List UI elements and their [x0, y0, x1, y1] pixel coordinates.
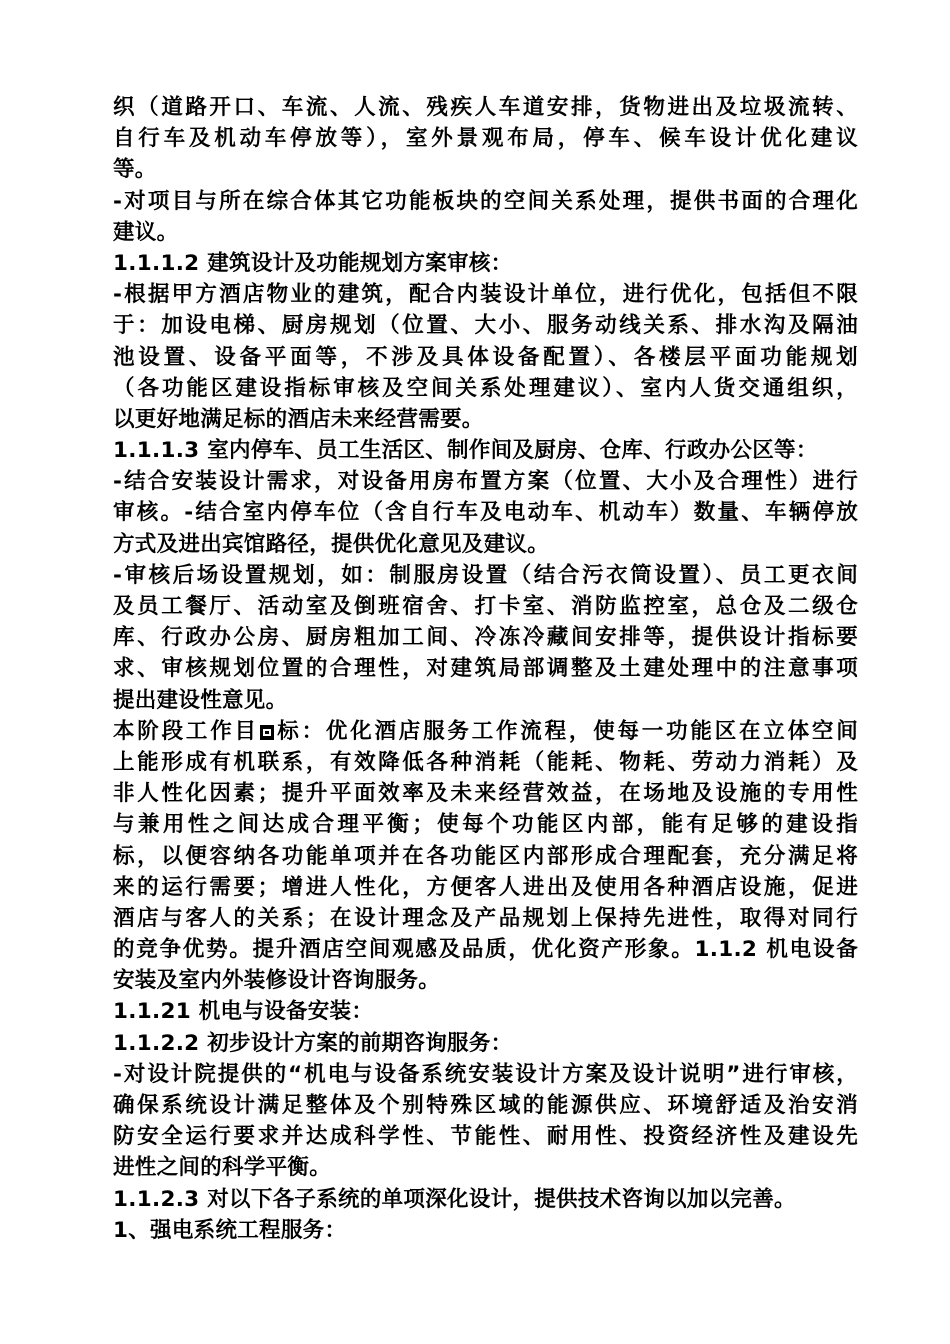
- text-line: 方式及进出宾馆路径，提供优化意见及建议。: [113, 531, 550, 557]
- text-line: 上能形成有机联系，有效降低各种消耗（能耗、物耗、劳动力消耗）及: [113, 749, 858, 775]
- text-line: 建议。: [113, 219, 179, 245]
- text-line: 酒店与客人的关系；在设计理念及产品规划上保持先进性，取得对同行: [113, 905, 858, 931]
- text-line: 来的运行需要；增进人性化，方便客人进出及使用各种酒店设施，促进: [113, 874, 858, 900]
- text-line: 审核。-结合室内停车位（含自行车及电动车、机动车）数量、车辆停放: [113, 500, 858, 526]
- text-line: 安装及室内外装修设计咨询服务。: [113, 968, 441, 994]
- list-heading: 1、强电系统工程服务：: [113, 1217, 347, 1243]
- section-heading: 1.1.2.3 对以下各子系统的单项深化设计，提供技术咨询以加以完善。: [113, 1186, 796, 1212]
- section-heading: 1.1.1.2 建筑设计及功能规划方案审核：: [113, 250, 513, 276]
- text-line: （各功能区建设指标审核及空间关系处理建议）、室内人货交通组织，: [113, 375, 858, 401]
- text-line: 非人性化因素；提升平面效率及未来经营效益，在场地及设施的专用性: [113, 781, 858, 807]
- section-heading: 1.1.2.2 初步设计方案的前期咨询服务：: [113, 1030, 513, 1056]
- text-line: 与兼用性之间达成合理平衡；使每个功能区内部，能有足够的建设指: [113, 812, 858, 838]
- text-line: 确保系统设计满足整体及个别特殊区域的能源供应、环境舒适及治安消: [113, 1093, 858, 1118]
- text-line: 进性之间的科学平衡。: [113, 1155, 332, 1181]
- text-line: -对项目与所在综合体其它功能板块的空间关系处理，提供书面的合理化: [113, 188, 858, 214]
- document-body: [113, 92, 858, 1246]
- text-line: 提出建设性意见。: [113, 687, 288, 713]
- text-line: -对设计院提供的“机电与设备系统安装设计方案及设计说明”进行审核，: [113, 1061, 858, 1087]
- section-heading: 1.1.21 机电与设备安装：: [113, 999, 374, 1025]
- text-line: -审核后场设置规划，如：制服房设置（结合污衣筒设置）、员工更衣间: [113, 562, 858, 588]
- text-line: 池设置、设备平面等，不涉及具体设备配置）、各楼层平面功能规划: [113, 344, 858, 370]
- text-line: 等。: [113, 157, 157, 183]
- text-line: 库、行政办公房、厨房粗加工间、冷冻冷藏间安排等，提供设计指标要: [113, 625, 858, 651]
- text-line: 以更好地满足标的酒店未来经营需要。: [113, 406, 484, 432]
- square-glyph-icon: [260, 725, 274, 740]
- text-line: 标，以便容纳各功能单项并在各功能区内部形成合理配套，充分满足将: [113, 843, 858, 869]
- text-line: 于：加设电梯、厨房规划（位置、大小、服务动线关系、排水沟及隔油: [113, 313, 858, 339]
- text-line: 自行车及机动车停放等），室外景观布局，停车、候车设计优化建议: [113, 126, 858, 152]
- text-line: 防安全运行要求并达成科学性、节能性、耐用性、投资经济性及建设先: [113, 1124, 858, 1150]
- text-line: 及员工餐厅、活动室及倒班宿舍、打卡室、消防监控室，总仓及二级仓: [113, 594, 858, 619]
- goal-prefix: 本阶段工作目: [113, 718, 259, 744]
- text-line: 求、审核规划位置的合理性，对建筑局部调整及土建处理中的注意事项: [113, 656, 858, 682]
- text-line: 的竞争优势。提升酒店空间观感及品质，优化资产形象。1.1.2 机电设备: [113, 937, 858, 963]
- section-heading: 1.1.1.3 室内停车、员工生活区、制作间及厨房、仓库、行政办公区等：: [113, 438, 818, 464]
- text-line: -结合安装设计需求，对设备用房布置方案（位置、大小及合理性）进行: [113, 469, 858, 495]
- goal-suffix: 标：优化酒店服务工作流程，使每一功能区在立体空间: [274, 718, 858, 744]
- text-line: 织（道路开口、车流、人流、残疾人车道安排，货物进出及垃圾流转、: [113, 95, 858, 120]
- text-line: -根据甲方酒店物业的建筑，配合内装设计单位，进行优化，包括但不限: [113, 282, 858, 308]
- goal-line: [113, 716, 858, 747]
